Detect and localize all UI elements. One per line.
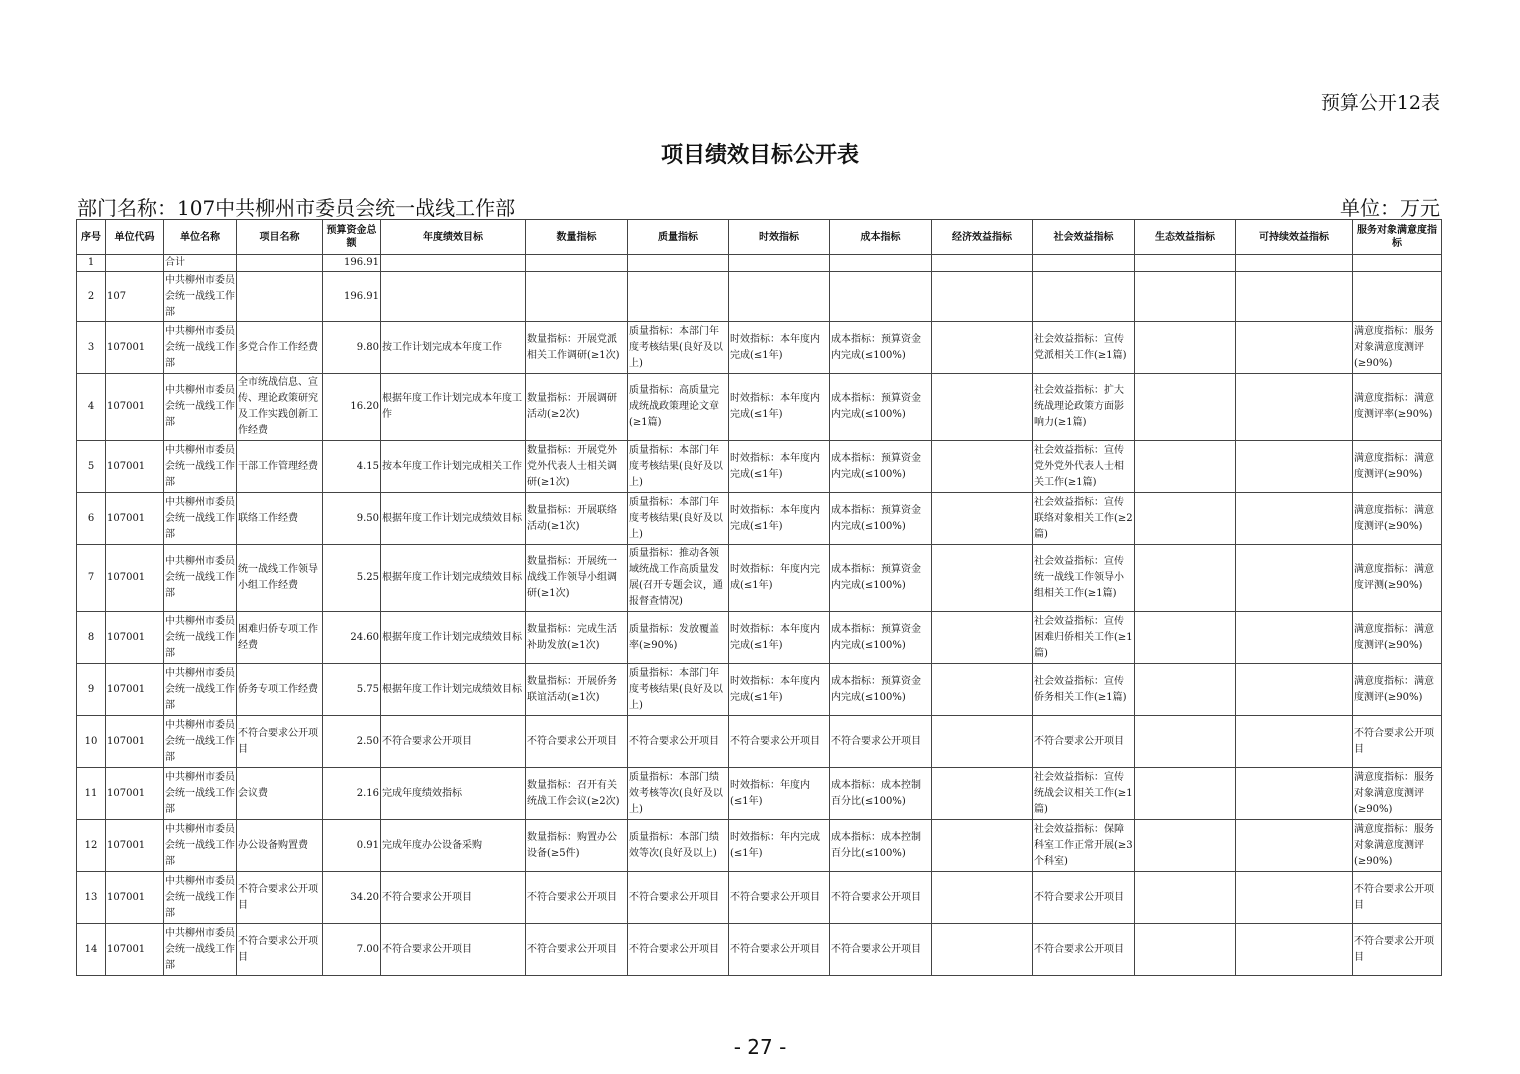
table-cell: 不符合要求公开项目 xyxy=(628,924,729,976)
table-cell xyxy=(1236,374,1353,441)
table-cell: 根据年度工作计划完成本年度工作 xyxy=(381,374,526,441)
table-cell: 中共柳州市委员会统一战线工作部 xyxy=(164,272,237,322)
column-header: 时效指标 xyxy=(729,220,830,255)
table-cell: 不符合要求公开项目 xyxy=(729,872,830,924)
table-cell: 5.75 xyxy=(323,664,381,716)
table-cell: 0.91 xyxy=(323,820,381,872)
table-cell xyxy=(1135,545,1236,612)
table-cell: 不符合要求公开项目 xyxy=(237,716,323,768)
table-cell: 完成年度绩效指标 xyxy=(381,768,526,820)
table-cell xyxy=(1135,272,1236,322)
table-cell: 中共柳州市委员会统一战线工作部 xyxy=(164,716,237,768)
table-row xyxy=(77,612,1442,664)
table-cell xyxy=(1236,612,1353,664)
table-cell: 质量指标：推动各领域统战工作高质量发展(召开专题会议，通报督查情况) xyxy=(628,545,729,612)
table-cell: 质量指标：本部门年度考核结果(良好及以上) xyxy=(628,322,729,374)
table-cell: 不符合要求公开项目 xyxy=(381,872,526,924)
table-cell: 时效指标：本年度内完成(≤1年) xyxy=(729,664,830,716)
table-cell: 多党合作工作经费 xyxy=(237,322,323,374)
table-cell: 中共柳州市委员会统一战线工作部 xyxy=(164,493,237,545)
table-cell xyxy=(830,272,932,322)
table-cell: 质量指标：本部门年度考核结果(良好及以上) xyxy=(628,664,729,716)
table-row xyxy=(77,768,1442,820)
table-cell: 107001 xyxy=(106,768,164,820)
table-cell: 数量指标：开展统一战线工作领导小组调研(≥1次) xyxy=(526,545,628,612)
table-cell: 中共柳州市委员会统一战线工作部 xyxy=(164,545,237,612)
table-cell: 满意度指标：满意度测评(≥90%) xyxy=(1353,612,1442,664)
table-cell: 34.20 xyxy=(323,872,381,924)
table-cell: 不符合要求公开项目 xyxy=(237,872,323,924)
performance-table xyxy=(76,219,1442,976)
table-cell xyxy=(628,255,729,272)
table-cell: 数量指标：开展侨务联谊活动(≥1次) xyxy=(526,664,628,716)
table-cell: 9.50 xyxy=(323,493,381,545)
table-cell: 10 xyxy=(77,716,106,768)
table-cell: 社会效益指标：宣传党派相关工作(≥1篇) xyxy=(1033,322,1135,374)
table-cell: 时效指标：年内完成(≤1年) xyxy=(729,820,830,872)
table-cell: 不符合要求公开项目 xyxy=(381,924,526,976)
table-number-label: 预算公开12表 xyxy=(1320,92,1440,114)
table-header-row xyxy=(77,220,1442,255)
table-cell: 成本指标：成本控制百分比(≤100%) xyxy=(830,820,932,872)
table-cell: 不符合要求公开项目 xyxy=(1033,924,1135,976)
table-cell: 干部工作管理经费 xyxy=(237,441,323,493)
table-cell: 时效指标：年度内完成(≤1年) xyxy=(729,545,830,612)
table-cell: 数量指标：开展调研活动(≥2次) xyxy=(526,374,628,441)
table-cell: 196.91 xyxy=(323,272,381,322)
table-cell xyxy=(381,255,526,272)
table-cell: 满意度指标：服务对象满意度测评(≥90%) xyxy=(1353,820,1442,872)
table-cell xyxy=(1236,255,1353,272)
table-row xyxy=(77,374,1442,441)
table-cell: 质量指标：本部门年度考核结果(良好及以上) xyxy=(628,493,729,545)
table-cell: 满意度指标：满意度测评(≥90%) xyxy=(1353,441,1442,493)
column-header: 项目名称 xyxy=(237,220,323,255)
table-cell: 满意度指标：满意度测评(≥90%) xyxy=(1353,493,1442,545)
table-cell: 成本指标：预算资金内完成(≤100%) xyxy=(830,545,932,612)
table-cell: 中共柳州市委员会统一战线工作部 xyxy=(164,374,237,441)
table-cell: 不符合要求公开项目 xyxy=(1033,716,1135,768)
table-cell: 8 xyxy=(77,612,106,664)
column-header: 成本指标 xyxy=(830,220,932,255)
table-cell: 14 xyxy=(77,924,106,976)
table-cell: 满意度指标：服务对象满意度测评(≥90%) xyxy=(1353,322,1442,374)
table-row xyxy=(77,664,1442,716)
table-cell: 107001 xyxy=(106,322,164,374)
table-cell: 不符合要求公开项目 xyxy=(830,872,932,924)
department-name: 部门名称：107中共柳州市委员会统一战线工作部 xyxy=(77,196,516,220)
table-cell: 7 xyxy=(77,545,106,612)
table-row xyxy=(77,716,1442,768)
table-cell: 不符合要求公开项目 xyxy=(1353,872,1442,924)
table-row xyxy=(77,493,1442,545)
table-cell: 不符合要求公开项目 xyxy=(830,924,932,976)
table-cell: 不符合要求公开项目 xyxy=(830,716,932,768)
table-cell: 全市统战信息、宣传、理论政策研究及工作实践创新工作经费 xyxy=(237,374,323,441)
column-header: 序号 xyxy=(77,220,106,255)
table-cell xyxy=(1353,272,1442,322)
column-header: 年度绩效目标 xyxy=(381,220,526,255)
table-cell: 2.50 xyxy=(323,716,381,768)
table-cell: 107001 xyxy=(106,820,164,872)
table-cell: 6 xyxy=(77,493,106,545)
table-cell xyxy=(1135,768,1236,820)
table-cell: 24.60 xyxy=(323,612,381,664)
table-cell: 社会效益指标：宣传党外党外代表人士相关工作(≥1篇) xyxy=(1033,441,1135,493)
table-cell xyxy=(1135,872,1236,924)
table-cell: 不符合要求公开项目 xyxy=(237,924,323,976)
column-header: 数量指标 xyxy=(526,220,628,255)
table-cell: 社会效益指标：宣传统一战线工作领导小组相关工作(≥1篇) xyxy=(1033,545,1135,612)
table-cell xyxy=(1135,612,1236,664)
table-cell: 不符合要求公开项目 xyxy=(526,872,628,924)
table-cell xyxy=(1353,255,1442,272)
table-cell xyxy=(1135,716,1236,768)
table-cell xyxy=(932,872,1033,924)
table-cell: 不符合要求公开项目 xyxy=(628,872,729,924)
table-cell: 质量指标：本部门年度考核结果(良好及以上) xyxy=(628,441,729,493)
table-cell: 社会效益指标：保障科室工作正常开展(≥3个科室) xyxy=(1033,820,1135,872)
table-cell: 7.00 xyxy=(323,924,381,976)
table-cell: 中共柳州市委员会统一战线工作部 xyxy=(164,768,237,820)
table-cell xyxy=(1033,255,1135,272)
table-cell xyxy=(1236,493,1353,545)
table-cell xyxy=(1236,820,1353,872)
table-cell xyxy=(932,664,1033,716)
column-header: 社会效益指标 xyxy=(1033,220,1135,255)
table-cell: 9.80 xyxy=(323,322,381,374)
table-cell: 5 xyxy=(77,441,106,493)
table-cell xyxy=(526,255,628,272)
table-cell: 满意度指标：服务对象满意度测评(≥90%) xyxy=(1353,768,1442,820)
table-row xyxy=(77,255,1442,272)
table-cell: 中共柳州市委员会统一战线工作部 xyxy=(164,612,237,664)
table-cell: 社会效益指标：宣传统战会议相关工作(≥1篇) xyxy=(1033,768,1135,820)
table-cell: 不符合要求公开项目 xyxy=(381,716,526,768)
table-cell: 11 xyxy=(77,768,106,820)
table-cell xyxy=(1135,820,1236,872)
table-cell: 数量指标：开展党派相关工作调研(≥1次) xyxy=(526,322,628,374)
table-cell xyxy=(932,272,1033,322)
table-cell xyxy=(1135,255,1236,272)
table-cell: 满意度指标：满意度测评(≥90%) xyxy=(1353,664,1442,716)
table-cell xyxy=(830,255,932,272)
table-cell xyxy=(106,255,164,272)
table-cell: 成本指标：预算资金内完成(≤100%) xyxy=(830,612,932,664)
table-cell: 根据年度工作计划完成绩效目标 xyxy=(381,493,526,545)
table-cell: 4.15 xyxy=(323,441,381,493)
table-cell xyxy=(1033,272,1135,322)
table-cell xyxy=(932,441,1033,493)
table-cell: 不符合要求公开项目 xyxy=(526,716,628,768)
table-cell xyxy=(1236,716,1353,768)
table-cell: 不符合要求公开项目 xyxy=(1353,924,1442,976)
table-row xyxy=(77,272,1442,322)
table-cell: 5.25 xyxy=(323,545,381,612)
table-cell: 时效指标：本年度内完成(≤1年) xyxy=(729,493,830,545)
table-cell: 9 xyxy=(77,664,106,716)
table-cell xyxy=(1135,664,1236,716)
table-cell xyxy=(1236,664,1353,716)
table-cell: 107001 xyxy=(106,374,164,441)
table-row xyxy=(77,820,1442,872)
table-row xyxy=(77,545,1442,612)
table-cell: 107001 xyxy=(106,872,164,924)
table-row xyxy=(77,322,1442,374)
table-cell: 数量指标：完成生活补助发放(≥1次) xyxy=(526,612,628,664)
table-row xyxy=(77,872,1442,924)
table-cell: 成本指标：预算资金内完成(≤100%) xyxy=(830,441,932,493)
page-title: 项目绩效目标公开表 xyxy=(660,143,859,168)
table-cell xyxy=(932,716,1033,768)
table-cell xyxy=(628,272,729,322)
table-cell: 时效指标：本年度内完成(≤1年) xyxy=(729,441,830,493)
table-cell: 13 xyxy=(77,872,106,924)
table-cell: 2.16 xyxy=(323,768,381,820)
table-cell xyxy=(932,255,1033,272)
table-cell: 完成年度办公设备采购 xyxy=(381,820,526,872)
column-header: 预算资金总额 xyxy=(323,220,381,255)
table-cell: 不符合要求公开项目 xyxy=(1033,872,1135,924)
table-cell: 中共柳州市委员会统一战线工作部 xyxy=(164,441,237,493)
table-cell xyxy=(1135,441,1236,493)
table-cell xyxy=(1236,545,1353,612)
table-cell: 4 xyxy=(77,374,106,441)
table-cell: 根据年度工作计划完成绩效目标 xyxy=(381,545,526,612)
table-cell xyxy=(932,374,1033,441)
table-cell xyxy=(1135,374,1236,441)
table-cell: 社会效益指标：扩大统战理论政策方面影响力(≥1篇) xyxy=(1033,374,1135,441)
table-cell xyxy=(932,545,1033,612)
table-cell: 数量指标：召开有关统战工作会议(≥2次) xyxy=(526,768,628,820)
table-cell: 满意度指标：满意度测评率(≥90%) xyxy=(1353,374,1442,441)
table-cell: 中共柳州市委员会统一战线工作部 xyxy=(164,924,237,976)
table-cell: 社会效益指标：宣传困难归侨相关工作(≥1篇) xyxy=(1033,612,1135,664)
table-cell: 侨务专项工作经费 xyxy=(237,664,323,716)
table-cell xyxy=(1236,441,1353,493)
column-header: 单位名称 xyxy=(164,220,237,255)
column-header: 服务对象满意度指标 xyxy=(1353,220,1442,255)
table-cell: 107001 xyxy=(106,493,164,545)
table-cell: 中共柳州市委员会统一战线工作部 xyxy=(164,664,237,716)
table-cell: 12 xyxy=(77,820,106,872)
column-header: 质量指标 xyxy=(628,220,729,255)
table-cell: 质量指标：高质量完成统战政策理论文章(≥1篇) xyxy=(628,374,729,441)
table-cell: 质量指标：本部门绩效等次(良好及以上) xyxy=(628,820,729,872)
table-cell: 中共柳州市委员会统一战线工作部 xyxy=(164,872,237,924)
table-cell: 成本指标：预算资金内完成(≤100%) xyxy=(830,374,932,441)
table-cell: 107001 xyxy=(106,612,164,664)
table-cell xyxy=(932,820,1033,872)
table-cell xyxy=(1135,924,1236,976)
column-header: 生态效益指标 xyxy=(1135,220,1236,255)
unit-label: 单位：万元 xyxy=(1340,196,1440,220)
table-cell: 107001 xyxy=(106,924,164,976)
table-cell: 不符合要求公开项目 xyxy=(628,716,729,768)
table-cell: 按工作计划完成本年度工作 xyxy=(381,322,526,374)
table-cell xyxy=(1236,272,1353,322)
table-cell: 困难归侨专项工作经费 xyxy=(237,612,323,664)
table-cell: 数量指标：购置办公设备(≥5件) xyxy=(526,820,628,872)
table-cell: 办公设备购置费 xyxy=(237,820,323,872)
table-cell: 中共柳州市委员会统一战线工作部 xyxy=(164,322,237,374)
table-cell: 2 xyxy=(77,272,106,322)
table-cell: 合计 xyxy=(164,255,237,272)
table-cell: 联络工作经费 xyxy=(237,493,323,545)
table-cell xyxy=(729,272,830,322)
table-cell: 按本年度工作计划完成相关工作 xyxy=(381,441,526,493)
table-cell: 成本指标：预算资金内完成(≤100%) xyxy=(830,664,932,716)
table-cell: 根据年度工作计划完成绩效目标 xyxy=(381,664,526,716)
table-cell: 时效指标：本年度内完成(≤1年) xyxy=(729,374,830,441)
table-cell: 不符合要求公开项目 xyxy=(526,924,628,976)
table-cell: 16.20 xyxy=(323,374,381,441)
table-cell: 时效指标：本年度内完成(≤1年) xyxy=(729,322,830,374)
table-row xyxy=(77,924,1442,976)
table-cell xyxy=(1135,322,1236,374)
column-header: 单位代码 xyxy=(106,220,164,255)
column-header: 可持续效益指标 xyxy=(1236,220,1353,255)
table-cell: 质量指标：发放覆盖率(≥90%) xyxy=(628,612,729,664)
table-row xyxy=(77,441,1442,493)
table-cell: 中共柳州市委员会统一战线工作部 xyxy=(164,820,237,872)
table-cell: 107001 xyxy=(106,716,164,768)
table-cell: 1 xyxy=(77,255,106,272)
table-cell: 社会效益指标：宣传联络对象相关工作(≥2篇) xyxy=(1033,493,1135,545)
table-cell xyxy=(237,255,323,272)
table-cell: 社会效益指标：宣传侨务相关工作(≥1篇) xyxy=(1033,664,1135,716)
table-cell: 成本指标：预算资金内完成(≤100%) xyxy=(830,493,932,545)
table-cell xyxy=(1236,768,1353,820)
table-cell: 时效指标：年度内(≤1年) xyxy=(729,768,830,820)
table-cell: 数量指标：开展党外党外代表人士相关调研(≥1次) xyxy=(526,441,628,493)
table-cell xyxy=(381,272,526,322)
table-cell: 107001 xyxy=(106,441,164,493)
table-cell xyxy=(932,612,1033,664)
table-cell: 107001 xyxy=(106,664,164,716)
table-cell xyxy=(932,924,1033,976)
table-cell: 不符合要求公开项目 xyxy=(729,716,830,768)
table-cell xyxy=(729,255,830,272)
table-cell: 质量指标：本部门绩效考核等次(良好及以上) xyxy=(628,768,729,820)
table-cell: 成本指标：预算资金内完成(≤100%) xyxy=(830,322,932,374)
page-number: - 27 - xyxy=(733,1035,787,1059)
table-cell xyxy=(1236,322,1353,374)
table-cell: 根据年度工作计划完成绩效目标 xyxy=(381,612,526,664)
table-cell xyxy=(1236,924,1353,976)
table-cell xyxy=(1135,493,1236,545)
table-cell xyxy=(1236,872,1353,924)
table-cell: 107001 xyxy=(106,545,164,612)
table-cell: 107 xyxy=(106,272,164,322)
table-cell xyxy=(932,768,1033,820)
table-cell xyxy=(932,322,1033,374)
table-cell: 不符合要求公开项目 xyxy=(1353,716,1442,768)
table-cell: 会议费 xyxy=(237,768,323,820)
table-cell: 不符合要求公开项目 xyxy=(729,924,830,976)
table-cell xyxy=(526,272,628,322)
table-cell xyxy=(237,272,323,322)
column-header: 经济效益指标 xyxy=(932,220,1033,255)
table-cell: 满意度指标：满意度评测(≥90%) xyxy=(1353,545,1442,612)
table-cell: 成本指标：成本控制百分比(≤100%) xyxy=(830,768,932,820)
table-cell xyxy=(932,493,1033,545)
table-cell: 196.91 xyxy=(323,255,381,272)
table-cell: 时效指标：本年度内完成(≤1年) xyxy=(729,612,830,664)
table-cell: 统一战线工作领导小组工作经费 xyxy=(237,545,323,612)
table-cell: 数量指标：开展联络活动(≥1次) xyxy=(526,493,628,545)
table-cell: 3 xyxy=(77,322,106,374)
